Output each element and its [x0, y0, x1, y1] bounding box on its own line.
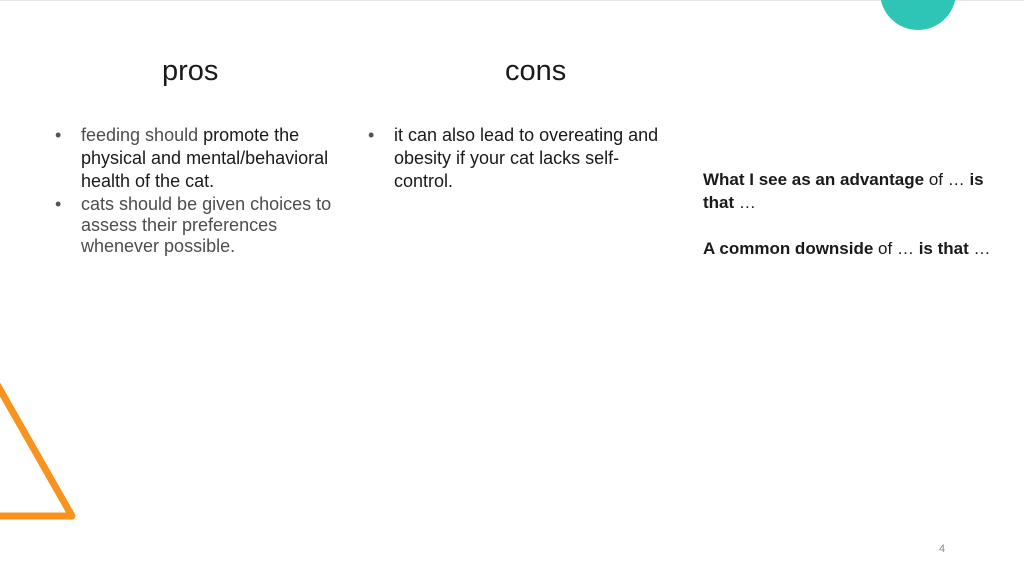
pros-list — [55, 124, 355, 257]
teal-circle-decoration — [880, 0, 956, 30]
bullet-icon: • — [368, 125, 375, 145]
bullet-icon: • — [55, 125, 62, 145]
advantage-bold-1: What I see as an advantage — [703, 170, 925, 189]
cons-list — [368, 124, 678, 193]
bullet-icon: • — [55, 194, 62, 214]
advantage-bold-2: is that — [703, 170, 984, 212]
cons-heading: cons — [505, 55, 567, 87]
downside-bold-1: A common downside — [703, 239, 874, 258]
advantage-plain-1: of … — [924, 170, 970, 189]
pros-item-text-part2: promote the physical and mental/behavioral health of the cat. — [81, 125, 329, 191]
pros-heading: pros — [162, 55, 219, 87]
advantage-plain-2: … — [734, 193, 756, 212]
useful-phrases — [703, 168, 993, 260]
downside-plain-2: … — [968, 239, 991, 258]
pros-item-choices — [55, 194, 355, 257]
advantage-phrase — [703, 168, 993, 214]
pros-item-text: cats should be given choices to assess their preferences whenever possible. — [81, 194, 332, 256]
cons-item-overeating — [368, 124, 678, 193]
downside-bold-2: is that — [918, 239, 969, 258]
downside-plain-1: of … — [873, 239, 919, 258]
cons-item-text: it can also lead to overeating and obesity if your cat lacks self-control. — [394, 125, 659, 191]
pros-item-feeding — [55, 124, 355, 193]
page-number: 4 — [939, 543, 946, 555]
top-divider — [0, 0, 1024, 1]
orange-triangle-decoration — [0, 372, 90, 532]
downside-phrase — [703, 237, 993, 260]
pros-item-text-part1: feeding should — [81, 125, 204, 145]
